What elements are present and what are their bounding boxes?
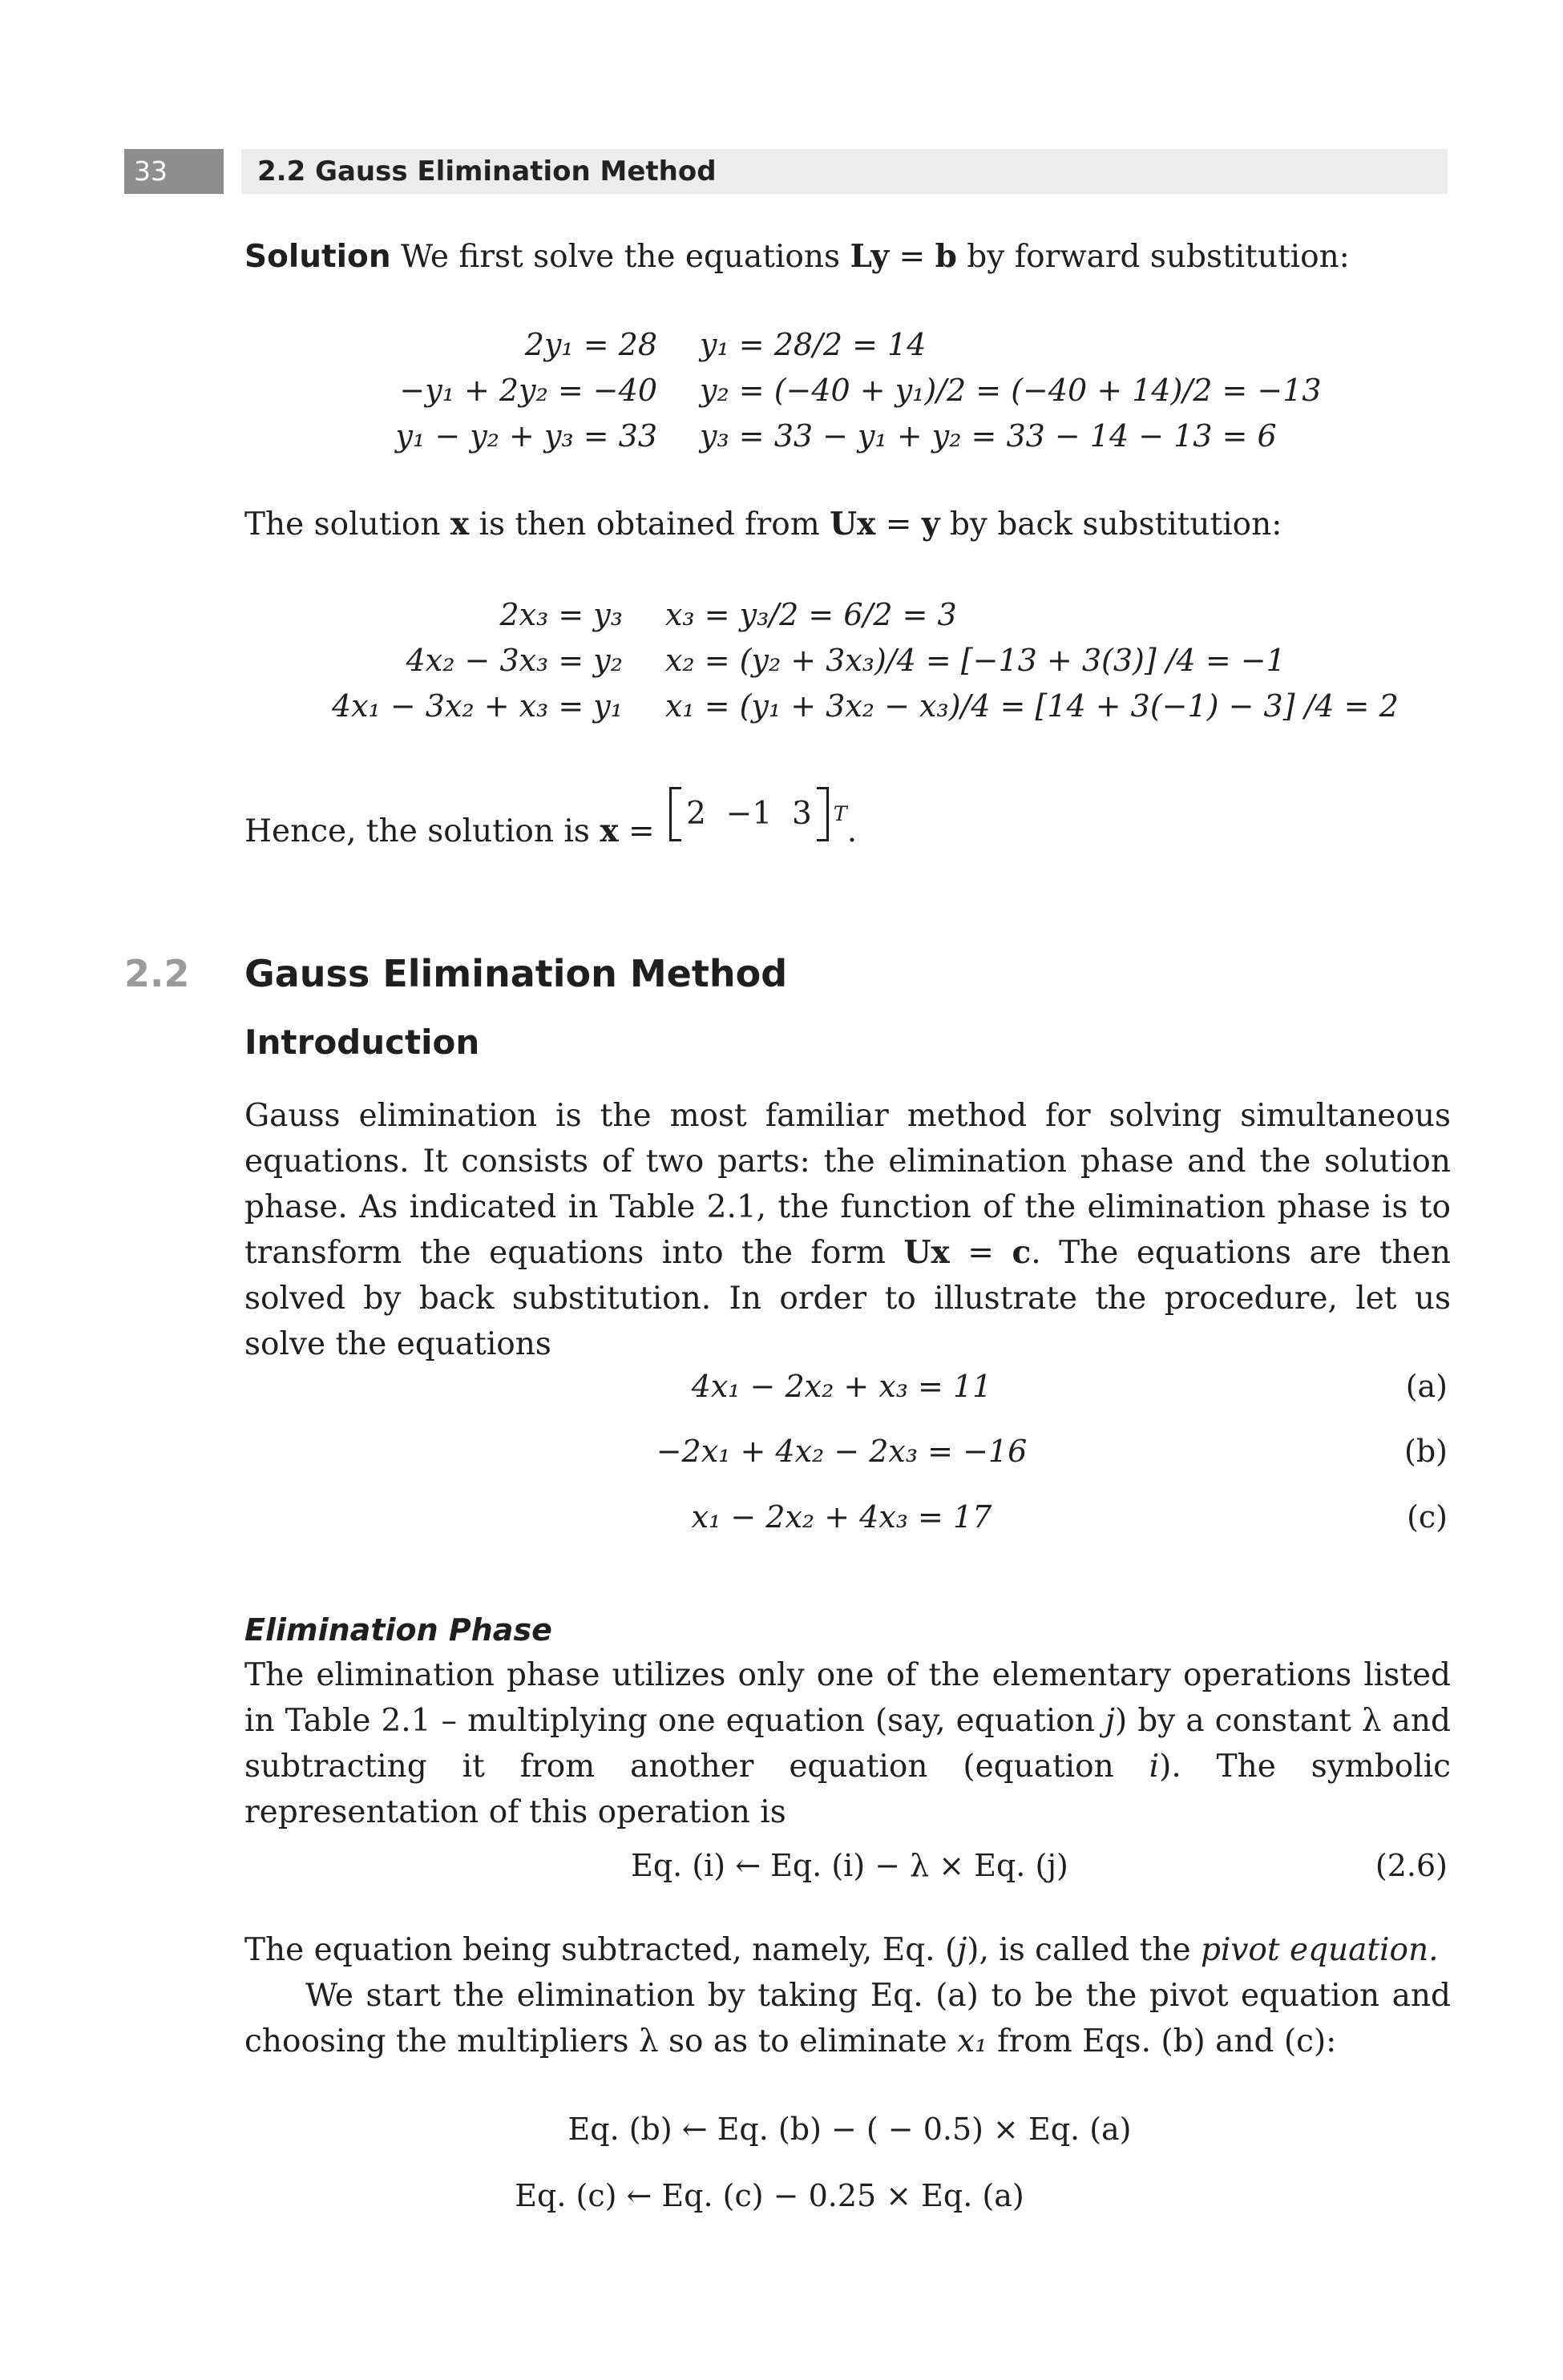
running-header: 2.2 Gauss Elimination Method xyxy=(241,149,1448,194)
equation-b-tag: (b) xyxy=(1404,1434,1448,1469)
back-eq-3-left: 4x₁ − 3x₂ + x₃ = y₁ xyxy=(331,688,623,724)
right-bracket xyxy=(817,787,829,841)
back-eq-2-left: 4x₂ − 3x₃ = y₂ xyxy=(406,643,623,678)
solution-label: Solution xyxy=(244,239,391,275)
text: Gauss elimination is the most familiar method for solving simultaneous equations. It consists of two parts: the elimination phase and the solution phase. As indicated in Table 2.1, the function of the elimination phase is to transform the equations into the form xyxy=(244,1098,1451,1271)
back-eq-2-right: x₂ = (y₂ + 3x₃)/4 = [−13 + 3(3)] /4 = −1 xyxy=(665,643,1286,678)
math-i: i xyxy=(1149,1749,1160,1785)
pivot-equation-term: pivot equation. xyxy=(1200,1932,1439,1968)
text: The elimination phase utilizes only one of the elementary operations listed in Table 2.1 – multiplying one equation (say, equation xyxy=(244,1657,1451,1739)
math-x: x xyxy=(600,813,619,849)
text: ), is called the xyxy=(967,1932,1201,1968)
text: by forward substitution: xyxy=(956,239,1350,275)
math-x1: x₁ xyxy=(957,2023,987,2059)
text: ) by a constant λ and subtracting it from another equation (equation xyxy=(244,1703,1451,1785)
back-eq-3-right: x₁ = (y₁ + 3x₂ − x₃)/4 = [14 + 3(−1) − 3] /4 = 2 xyxy=(665,688,1399,724)
math-j: j xyxy=(957,1932,967,1968)
back-eq-1-right: x₃ = y₃/2 = 6/2 = 3 xyxy=(665,597,957,632)
subsection-title: Introduction xyxy=(244,1023,480,1062)
text: The solution xyxy=(244,506,450,543)
forward-eq-1-left: 2y₁ = 28 xyxy=(524,327,657,362)
solution-vector-line xyxy=(244,785,1046,861)
pivot-definition xyxy=(244,1927,1451,1973)
text: = xyxy=(875,506,922,543)
transpose-mark: T xyxy=(833,801,847,825)
equation-c-tag: (c) xyxy=(1407,1499,1448,1535)
forward-eq-3-right: y₃ = 33 − y₁ + y₂ = 33 − 14 − 13 = 6 xyxy=(700,418,1277,454)
math-Ux: Ux xyxy=(830,506,876,543)
elimination-operation: Eq. (i) ← Eq. (i) − λ × Eq. (j) xyxy=(631,1848,1068,1883)
text: = xyxy=(889,239,935,275)
elimination-step-2: Eq. (c) ← Eq. (c) − 0.25 × Eq. (a) xyxy=(515,2178,1024,2213)
forward-eq-2-right: y₂ = (−40 + y₁)/2 = (−40 + 14)/2 = −13 xyxy=(700,373,1322,408)
solution-intro xyxy=(244,234,1451,280)
math-c: c xyxy=(1012,1234,1032,1271)
section-title: Gauss Elimination Method xyxy=(244,952,788,995)
math-j: j xyxy=(1105,1703,1115,1739)
vector-entries: 2 −1 3 xyxy=(686,796,812,832)
section-number: 2.2 xyxy=(124,952,190,995)
solution-vector xyxy=(664,785,834,843)
back-intro xyxy=(244,502,1451,547)
text: = xyxy=(949,1235,1012,1271)
text: . The equations are then solved by back substitution. In order to illustrate the procedure, let us solve the equations xyxy=(244,1235,1451,1362)
forward-eq-1-right: y₁ = 28/2 = 14 xyxy=(700,327,927,362)
equation-a-tag: (a) xyxy=(1405,1369,1448,1404)
forward-eq-3-left: y₁ − y₂ + y₃ = 33 xyxy=(395,418,657,454)
text: from Eqs. (b) and (c): xyxy=(987,2023,1337,2059)
math-Ux: Ux xyxy=(903,1234,950,1271)
elimination-start-paragraph xyxy=(244,1973,1451,2064)
math-b: b xyxy=(935,238,957,275)
math-y: y xyxy=(921,506,940,543)
text: is then obtained from xyxy=(469,506,830,543)
text: by back substitution: xyxy=(939,506,1282,543)
elimination-paragraph xyxy=(244,1652,1451,1835)
text: Hence, the solution is xyxy=(244,813,600,849)
elimination-step-1: Eq. (b) ← Eq. (b) − ( − 0.5) × Eq. (a) xyxy=(567,2112,1132,2147)
equation-a: 4x₁ − 2x₂ + x₃ = 11 xyxy=(691,1369,992,1404)
left-bracket xyxy=(669,787,681,841)
elimination-heading: Elimination Phase xyxy=(244,1612,552,1648)
text: ). The symbolic representation of this operation is xyxy=(244,1749,1451,1830)
equation-c: x₁ − 2x₂ + 4x₃ = 17 xyxy=(691,1499,992,1535)
forward-eq-2-left: −y₁ + 2y₂ = −40 xyxy=(399,373,657,408)
equation-b: −2x₁ + 4x₂ − 2x₃ = −16 xyxy=(656,1434,1028,1469)
text: . xyxy=(846,813,858,849)
text: = xyxy=(618,813,665,849)
math-x: x xyxy=(450,506,470,543)
page-number: 33 xyxy=(124,149,224,194)
math-Ly: Ly xyxy=(850,238,890,275)
intro-paragraph xyxy=(244,1093,1451,1367)
text: We start the elimination by taking Eq. (a) to be the pivot equation and choosing the multipliers λ so as to eliminate xyxy=(244,1978,1451,2059)
equation-2-6-tag: (2.6) xyxy=(1375,1848,1448,1883)
text: The equation being subtracted, namely, Eq. ( xyxy=(244,1932,958,1968)
text: We first solve the equations xyxy=(401,239,850,275)
back-eq-1-left: 2x₃ = y₃ xyxy=(499,597,623,632)
